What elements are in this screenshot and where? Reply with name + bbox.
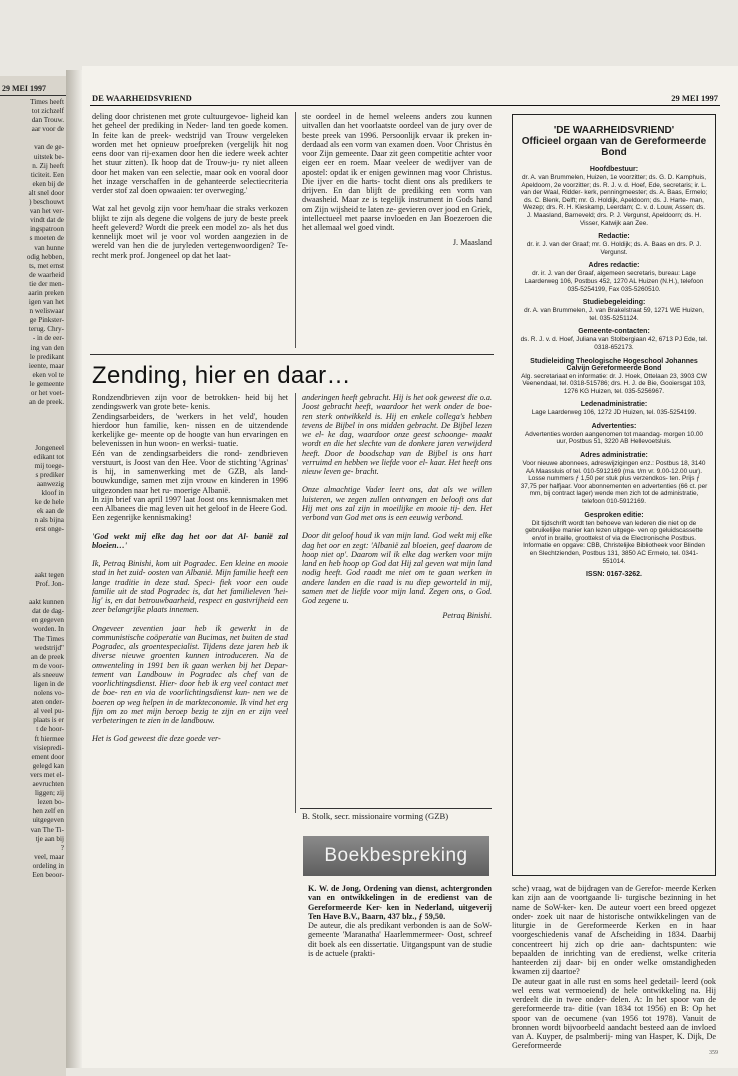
left-page-line: van de ge-	[34, 143, 64, 152]
left-page-line: ts, met ernst	[29, 261, 64, 270]
left-page-edge	[0, 76, 66, 1076]
colophon-title: 'DE WAARHEIDSVRIEND'	[553, 125, 675, 136]
letter-paragraph: Door dit geloof houd ik van mijn land. God wekt mij elke dag het oor en zegt: 'Albanië zal bloeien, geef daarom de hoop niet op'. Daarom wil ik elke dag werken voor mijn land en heb hoop op God dat Hij zal geven wat mijn land nodig heeft. God raadt me niet om te gaan werken in andere landen en die raad is nu diep geworteld in mij, samen met de liefde voor mijn land. Zegen ons, o God. God zegene u.	[302, 531, 492, 605]
left-page-line: s moeten de	[29, 234, 64, 243]
left-page-line	[2, 544, 64, 553]
credit-rule	[300, 808, 492, 809]
left-page-line: hen zelf en	[32, 807, 64, 816]
left-page-line: ke de hele	[34, 498, 64, 507]
left-page-line: Jongeneel	[35, 443, 64, 452]
article1-paragraph: Wat zal het gevolg zijn voor hem/haar die straks verkozen blijkt te zijn als degene die volgens de jury de beste preek heeft geleverd? Wordt die preek een model zo- als het dus kennelijk moet wil je voor vol worden aangezien in de wereld van hen die de juryleden vertegenwoordigen? Te- recht merk prof. Jongeneel op dat het laat-	[92, 204, 288, 260]
left-page-line: ft hiermee	[34, 734, 64, 743]
left-page-line	[2, 425, 64, 434]
running-header	[90, 91, 720, 106]
book-review-col2	[512, 884, 716, 1051]
letter-paragraph: anderingen heeft gebracht. Hij is het ook geweest die o.a. Joost gebracht heeft, waardoor het werk onder de boe- ren sterk ontwikkeld is. Hij en enkele collega's hebben tevens de Bijbel in ons midden gebracht. De Bijbel lezen we el- ke dag, waardoor onze geest schoonge- maakt wordt en die het slechte van de donkere jaren verwijderd heeft. Door de boodschap van de Bijbel is ons hart verruimd en hebben we liefde voor el- kaar. Het heeft ons nieuw leven ge- bracht.	[302, 393, 492, 476]
colophon-section-text: ds. R. J. v. d. Hoef, Juliana van Stolbergiaan 42, 6713 PJ Ede, tel. 0318-652173.	[520, 336, 708, 351]
left-page-line	[2, 407, 64, 416]
left-page-header: 29 MEI 1997	[0, 76, 66, 96]
issue-date: 29 MEI 1997	[671, 93, 718, 103]
article2-title: Zending, hier en daar…	[92, 362, 351, 389]
colophon-section-heading: Redactie:	[598, 233, 630, 241]
left-page-line: van hunne	[34, 243, 64, 252]
colophon-section-text: Alg. secretariaat en informatie: dr. J. Hoek, Ottelaan 23, 3903 CW Veenendaal, tel. 0318-515786; drs. H. J. de Bie, Gooiersgat 103, 1276 KG Huizen, tel. 035-5256967.	[521, 372, 707, 395]
left-page-line: aakt kunnen	[29, 598, 64, 607]
left-page-line: veel, maar	[34, 852, 64, 861]
colophon-sections	[520, 166, 708, 565]
colophon-section	[520, 452, 708, 506]
letter-paragraph: Ongeveer zeventien jaar heb ik gewerkt in de communistische coöperatie van Bucimas, net buiten de stad Pogradec, als groentespecialist. Tijdens deze jaren heb ik diverse nieuwe groenten kunnen introduceren. Na de omwenteling in 1991 ben ik gaan werken bij het Depar- tement van Landbouw in Pogradec als chef van de voorlichtingsdienst. Hier- door heb ik erg veel contact met de boe- ren en via de voorlichtingsdienst kun- nen we de boeren op weg helpen in de markteconomie. Ik vind het erg fijn om zo met mijn beroep bezig te zijn en er zijn veel verbeteringen te zien in de landbouw.	[92, 623, 288, 725]
left-page-line: dan Trouw.	[31, 116, 64, 125]
left-page-line: ingspatroon	[30, 225, 64, 234]
left-page-line: en gegeven	[31, 616, 64, 625]
colophon-section-text: dr. A. van Brummelen, J. van Brakelstraat 59, 1271 WE Huizen, tel. 035-5251124.	[524, 307, 704, 322]
colophon-section	[520, 299, 708, 322]
colophon-section-text: Dit tijdschrift wordt ten behoeve van lederen die niet op de gebruikelijke manier kan lezen uitgege- ven op geluidscassette en/of in braille, groottekst of via de Electronische Postbus. Informatie en opgave: CBB, Christelijke Bibliotheek voor Blinden en Slechtzienden, Postbus 131, 3850 AC Ermelo, tel. 0341-551014.	[523, 519, 705, 565]
colophon-section	[520, 166, 708, 227]
article1-col1	[92, 112, 288, 260]
left-page-line: ge Pinkster-	[29, 316, 64, 325]
left-page-line: ligen in de	[33, 680, 64, 688]
left-page-line: mij toege-	[34, 461, 64, 470]
colophon-section-text: dr. ir. J. van der Graaf; mr. G. Holdijk; ds. A. Baas en drs. P. J. Vergunst.	[526, 241, 702, 256]
colophon-section	[520, 233, 708, 256]
article2-paragraph: Zendingsarbeiders, de 'werkers in het veld', houden hierdoor hun familie, ken- nissen en de uitzendende kerkelijke ge- meente op de hoogte van hun ervaringen en belevenissen in hun woon- en werksi- tuatie.	[92, 411, 288, 449]
left-page-line: al veel pu-	[33, 707, 64, 716]
left-page-line: aanwezig	[36, 479, 64, 488]
colophon-section	[520, 328, 708, 351]
article2-paragraph: Een zegenrijke kennismaking!	[92, 513, 192, 523]
left-page-line: tie der men-	[29, 279, 64, 288]
article2-col2	[302, 393, 492, 621]
newspaper-page	[82, 66, 738, 1068]
left-page-line: le predikant	[29, 352, 64, 361]
colophon-section	[520, 512, 708, 566]
book-review-paragraph: De auteur, die als predikant verbonden is aan de SoW-gemeente 'Maranatha' Haarlemmermeer- Oost, schreef dit boek als een dissertatie. Uitgangspunt van de studie is de actuele (prakti-	[308, 921, 492, 958]
column-divider	[295, 112, 296, 348]
left-page-line: aarin preken	[28, 288, 64, 297]
left-page-line: aevruchten	[32, 780, 64, 789]
colophon-section-heading: Adres administratie:	[580, 452, 648, 460]
colophon-issn: ISSN: 0167-3262.	[585, 571, 643, 579]
colophon-box	[512, 114, 716, 876]
article-divider	[90, 354, 494, 355]
left-page-line: n weliswaar	[29, 307, 64, 316]
left-page-line: ordeling in	[32, 861, 64, 870]
left-page-line: dat de dag-	[32, 607, 64, 616]
left-page-line: uitgegeven	[32, 816, 64, 825]
left-page-line: eken vol te	[32, 370, 64, 379]
colophon-section-heading: Adres redactie:	[588, 262, 640, 270]
left-page-line: s prediker	[35, 470, 64, 479]
article2-credit: B. Stolk, secr. missionaire vorming (GZB)	[302, 811, 449, 821]
left-page-text	[0, 96, 66, 880]
article2-col1	[92, 393, 288, 744]
left-page-line: liggen; zij	[35, 789, 64, 798]
publication-name: DE WAARHEIDSVRIEND	[92, 93, 192, 103]
column-divider	[295, 393, 296, 813]
letter-paragraph: Ik, Petraq Binishi, kom uit Pogradec. Een kleine en mooie stad in het zuid- oosten van Albanië. Mijn familie heeft een lange traditie in deze stad. Speci- fiek voor een oude familie uit de stad Pogradec is, dat het familieleven 'hei- lig' is, en dat betrouwbaarheid, respect en gastvrijheid een zeer belangrijke plaats innemen.	[92, 559, 288, 615]
colophon-section	[520, 358, 708, 396]
left-page-line: vindt dat de	[30, 216, 64, 225]
colophon-section	[520, 262, 708, 293]
left-page-line: kloof in	[41, 489, 64, 498]
article1-paragraph: ste oordeel in de hemel weleens anders zou kunnen uitvallen dan het voorlaatste oordeel van de jury over de beste preek van 1996. Persoonlijk ervaar ik preken in- derdaad als een vorm van examen doen. Voor Christus èn voor Zijn gemeente. Daar zit geen competitie achter voor eigen eer en roem. Maar veeleer de wedijver van de apostel: opdat ik er enigen gewinnen mag voor Christus. Die ijver en die harts- tocht dient ons als predikers te drijven. En dan blijft de prediking een vorm van dwaasheid. Maar ze is tegelijk instrument in Gods hand om Zijn wijsheid te laten ze- gevieren over jood en Griek, intellectueel met paarse invloeden en Jan Boezeroen die het allemaal wel goed vindt.	[302, 112, 492, 232]
colophon-section-text: dr. A. van Brummelen, Huizen, 1e voorzitter; ds. G. D. Kamphuis, Apeldoorn, 2e voorzitter; ds. R. J. v. d. Hoef, Ede, secretaris; ir. L. van der Waal, Ridder- kerk, penningmeester; ds. A. Baas, Ermelo; ds. C. Blenk, Delft; mr. G. Holdijk, Apeldoorn; ds. J. Harte- man, Wezep; drs. R. H. Kieskamp, Leerdam; C. v. d. Louw, Assen; ds. J. Maasland, Barneveld; drs. P. J. Vergunst, Apeldoorn; ds. H. Visser, Katwijk aan Zee.	[520, 174, 708, 227]
colophon-section-heading: Hoofdbestuur:	[589, 166, 639, 173]
colophon-section-heading: Ledenadministratie:	[580, 401, 648, 409]
boekbespreking-banner	[303, 836, 489, 876]
article2-paragraph: Rondzendbrieven zijn voor de betrokken- heid bij het zendingswerk van grote bete- kenis.	[92, 393, 288, 412]
left-page-line: an de preek	[30, 652, 64, 661]
colophon-section-heading: Advertenties:	[591, 422, 637, 430]
left-page-line: eken bij de	[32, 179, 64, 188]
colophon-section-heading: Studieleiding Theologische Hogeschool Johannes Calvijn Gereformeerde Bond	[530, 357, 698, 372]
letter-paragraph: Onze almachtige Vader leert ons, dat als we willen luisteren, we zegen zullen ontvangen en belooft ons dat Hij met ons zal zijn in moeilijke en mooie tij- den. Het verbond van God met ons is een eeuwig verbond.	[302, 485, 492, 522]
left-page-line: n. Zij heeft	[32, 161, 64, 170]
left-page-line	[2, 434, 64, 443]
book-review-paragraph: sche) vraag, wat de bijdragen van de Gerefor- meerde Kerken kan zijn aan de voortgaande li- turgische bezinning in het name de SoW-ker- ken. De auteur voert een breed opgezet onder- zoek uit naar de historische ontwikkelingen van de liturgie in de Gereformeerde Kerken en in haar voorgeschiedenis vanaf de Afscheiding in 1834. Daarbij concentreert hij zich op drie aan- dachtspunten: wie bepaalden de inrichting van de eredienst, welke criteria hanteerden zij daar- bij en onder welke omstandigheden kwamen zij daartoe?	[512, 884, 716, 977]
left-page-line: an de preek.	[29, 398, 64, 407]
colophon-subtitle: Officieel orgaan van de Gereformeerde Bond	[521, 136, 707, 158]
article2-subheading: 'God wekt mij elke dag het oor dat Al- banië zal bloeien…'	[92, 531, 288, 550]
article1-paragraph: deling door christenen met grote cultuurgevoe- ligheid kan het geheel der prediking in Neder- land ten goede komen. In feite kan de preek- wedstrijd van Trouw vergeleken worden met het opnieuw proefpreken (vergelijk hit nog eens door van rij-examen door hen die iedere week achter het stuur zitten). Ik hoop dat de Trouw-ju- ry niet alleen door het maken van een selectie, maar ook en vooral door het inzage verschaffen in de gehanteerde selectiecriteria verder stof zal doen opwaaien: ter overweging.'	[92, 112, 288, 195]
left-page-line: t de hoor-	[36, 725, 64, 734]
left-page-line: de waarheid	[29, 270, 64, 279]
left-page-line: wedstrijd"	[34, 643, 64, 652]
colophon-section-text: Voor nieuwe abonnees, adreswijzigingen enz.: Postbus 18, 3140 AA Maassluis of tel. 010-5912169 (ma. t/m vr. 9.00-12.00 uur). Losse nummers ƒ 1,50 per stuk plus verzendkos- ten. Prijs ƒ 37,75 per halfjaar. Voor abonnementen en advertenties (66 ct. per mm, bij contract lager) wende men zich tot de administratie, telefoon 010-5912169.	[520, 460, 708, 506]
article2-paragraph: Eén van de zendingsarbeiders die rond- zendbrieven verstuurt, is Joost van den Hee. Voor de stichting 'Agrinas' is hij, in samenwerking met de GZB, als land- bouwkundige, samen met zijn vrouw en kinderen in 1996 uitgezonden naar het ru- moerige Albanië.	[92, 448, 288, 495]
left-page-line: visiepredi-	[33, 743, 64, 752]
colophon-section-heading: Gesproken editie:	[584, 511, 644, 519]
left-page-line: gelegd kan	[32, 761, 64, 770]
left-page-line: le gemeente	[29, 379, 64, 388]
left-page-line: ing van den	[30, 343, 64, 352]
left-page-line: The Times	[33, 634, 64, 643]
colophon-section-text: dr. ir. J. van der Graaf, algemeen secretaris, bureau: Lage Laarderweg 106, Postbus 452, 1270 AL Huizen (N.H.), telefoon 035-5254199, Fax 035-5260510.	[524, 270, 704, 293]
left-page-line: m de voor-	[32, 661, 64, 670]
left-page-line: or het voet-	[30, 389, 64, 397]
colophon-section	[520, 401, 708, 417]
colophon-section-text: Lage Laarderweg 106, 1272 JD Huizen, tel. 035-5254199.	[531, 409, 697, 417]
left-page-line: aten onder-	[31, 698, 64, 707]
left-page-line: ticiteit. Een	[30, 170, 64, 179]
article1-col2	[302, 112, 492, 248]
letter-signature: Petraq Binishi.	[442, 611, 492, 621]
left-page-line: nolens vo-	[33, 689, 64, 698]
book-review-paragraph: De auteur gaat in alle rust en soms heel gedetail- leerd (ook wel eens wat vermoeiend) de hele ontwikkeling na. Hij verdeelt die in twee onder- delen. A: In het spoor van de gereformeerde tra- ditie (van 1834 tot 1956) en B: Op het spoor van de oecumene (van 1956 tot 1978). Vanuit de bronnen wordt bijvoorbeeld aandacht besteed aan de invloed van A. Kuyper, de psalmberij- ming van Hasper, K. Dijk, De Gereformeerde	[512, 976, 716, 1051]
left-page-line: n als bijna	[34, 516, 64, 525]
page-number: 359	[709, 1050, 718, 1056]
left-page-line: vers met el-	[30, 770, 64, 779]
left-page-line: tje aan bij	[35, 834, 64, 843]
left-page-line	[2, 589, 64, 598]
letter-paragraph: Het is God geweest die deze goede ver-	[92, 734, 221, 744]
book-review-col1	[308, 884, 492, 958]
colophon-section-heading: Studiebegeleiding:	[582, 299, 646, 307]
left-page-line	[2, 562, 64, 571]
left-page-line: lezen bo-	[37, 798, 64, 807]
article2-paragraph: In zijn brief van april 1997 laat Joost ons kennismaken met een Albanees die mag leven uit het geloof in de Heere God.	[92, 494, 288, 513]
left-page-line	[2, 134, 64, 143]
left-page-line: alt snel door	[28, 188, 64, 197]
left-page-line: plaats is er	[33, 716, 64, 725]
left-page-line: ?	[60, 843, 64, 852]
left-page-line: ieente, maar	[28, 361, 64, 370]
book-citation: K. W. de Jong, Ordening van dienst, achtergronden van en ontwikkelingen in de eredienst van de Gereformeerde Ker- ken in Nederland, uitgeverij Ten Have B.V., Baarn, 437 blz., ƒ 59,50.	[308, 884, 492, 921]
colophon-section-heading: Gemeente-contacten:	[578, 328, 650, 336]
left-page-line: erst onge-	[35, 525, 64, 534]
left-page-line: van The Ti-	[30, 825, 64, 834]
left-page-line: - in de eer-	[32, 334, 64, 343]
left-page-line: Een beoor-	[32, 870, 64, 879]
left-page-line: igen van het	[28, 298, 64, 307]
left-page-line: edikant tot	[33, 452, 64, 461]
left-page-line: uitstek be-	[33, 152, 64, 161]
left-page-line: terug. Chry-	[28, 325, 64, 334]
left-page-line: ement door	[31, 752, 64, 761]
left-page-line	[2, 553, 64, 562]
article1-signature: J. Maasland	[452, 238, 492, 248]
left-page-line	[2, 416, 64, 425]
left-page-line: ek aan de	[36, 507, 64, 516]
left-page-line: worden. In	[32, 625, 64, 634]
left-page-line: ) beschouwt	[29, 198, 64, 207]
page-gutter	[66, 70, 82, 1068]
left-page-line: tot zichzelf	[31, 107, 64, 116]
left-page-line: aakt tegen	[34, 570, 64, 579]
left-page-line: Times heeft	[30, 98, 64, 106]
left-page-line: aar voor de	[31, 125, 64, 134]
left-page-line: odig hebben,	[26, 252, 64, 261]
left-page-line: van het ver-	[29, 207, 64, 216]
left-page-line	[2, 535, 64, 544]
colophon-section	[520, 423, 708, 446]
left-page-line: als sneeuw	[32, 670, 64, 679]
colophon-section-text: Advertenties worden aangenomen tot maandag- morgen 10.00 uur, Postbus 51, 3220 AB Hellevoetsluis.	[525, 430, 703, 446]
boekbespreking-title: Boekbespreking	[324, 845, 468, 866]
left-page-line: Prof. Jon-	[35, 579, 64, 588]
